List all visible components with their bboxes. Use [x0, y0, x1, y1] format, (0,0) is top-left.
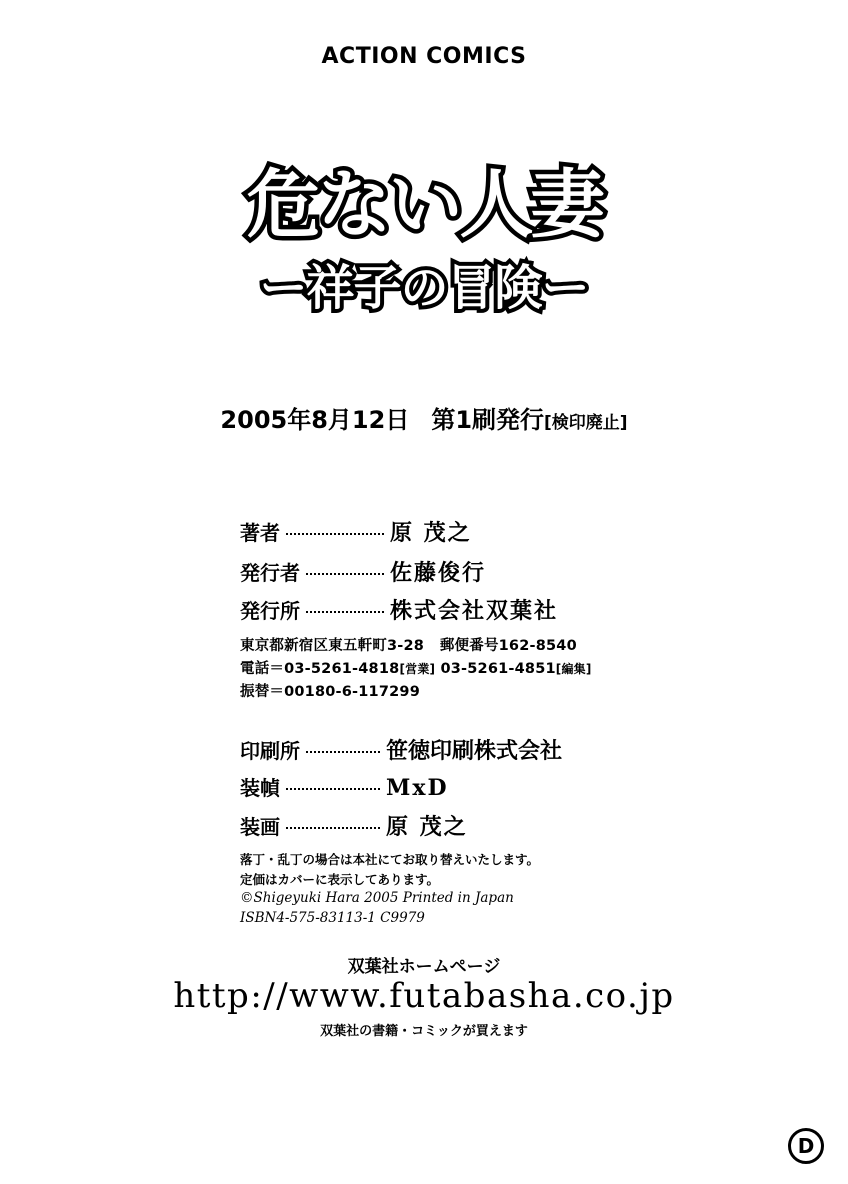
isbn: ISBN4-575-83113-1 C9979 [240, 910, 425, 926]
transfer-account: 振替＝00180-6-117299 [240, 684, 421, 700]
homepage-url-link[interactable]: http://www.futabasha.co.jp [173, 976, 675, 1016]
credit-value: MxD [386, 775, 449, 801]
credit-publisher [240, 556, 486, 587]
credit-value: 原 茂之 [386, 814, 468, 840]
logo-letter: D [797, 1134, 815, 1158]
copyright: ©Shigeyuki Hara 2005 Printed in Japan [240, 890, 514, 906]
sales-tag: [営業] [399, 662, 436, 676]
homepage-note: 双葉社の書籍・コミックが買えます [320, 1024, 528, 1039]
credit-value: 笹徳印刷株式会社 [386, 738, 563, 764]
credit-label: 発行者 [240, 561, 300, 585]
telephone-edit: 03-5261-4851 [440, 661, 556, 677]
credit-value: 株式会社双葉社 [390, 598, 559, 624]
credit-value: 佐藤俊行 [390, 560, 487, 586]
leader-dots [286, 533, 384, 535]
street-address: 東京都新宿区東五軒町3-28 [240, 638, 425, 654]
credit-cover-art [240, 810, 468, 841]
publication-date: 2005年8月12日 [220, 406, 410, 434]
edit-tag: [編集] [555, 662, 592, 676]
note-price: 定価はカバーに表示してあります。 [240, 872, 440, 887]
leader-dots [286, 827, 380, 829]
leader-dots [306, 573, 384, 575]
credit-label: 印刷所 [240, 739, 300, 763]
credit-design [240, 772, 449, 801]
publication-line [0, 400, 848, 435]
credit-author [240, 516, 472, 547]
note-replacement: 落丁・乱丁の場合は本社にてお取り替えいたします。 [240, 852, 540, 867]
credit-label: 装画 [240, 815, 280, 839]
leader-dots [306, 751, 380, 753]
leader-dots [306, 611, 384, 613]
homepage-label: 双葉社ホームページ [347, 957, 501, 977]
book-title: 危ない人妻 [246, 162, 602, 248]
telephone-line [240, 657, 592, 678]
credit-label: 発行所 [240, 599, 300, 623]
credit-label: 著者 [240, 521, 280, 545]
leader-dots [286, 788, 380, 790]
publication-edition: 第1刷発行 [431, 406, 545, 434]
postal-code: 郵便番号162-8540 [439, 638, 577, 654]
series-name: ACTION COMICS [321, 44, 527, 69]
address-line [240, 634, 577, 655]
credit-printer [240, 734, 562, 765]
credit-publishing-house [240, 594, 558, 625]
telephone-sales: 電話＝03-5261-4818 [240, 661, 400, 677]
publisher-logo [788, 1128, 824, 1164]
credit-value: 原 茂之 [390, 520, 472, 546]
credit-label: 装幀 [240, 776, 280, 800]
stamp-note: [検印廃止] [544, 413, 628, 433]
book-subtitle: ー祥子の冒険ー [259, 260, 589, 316]
